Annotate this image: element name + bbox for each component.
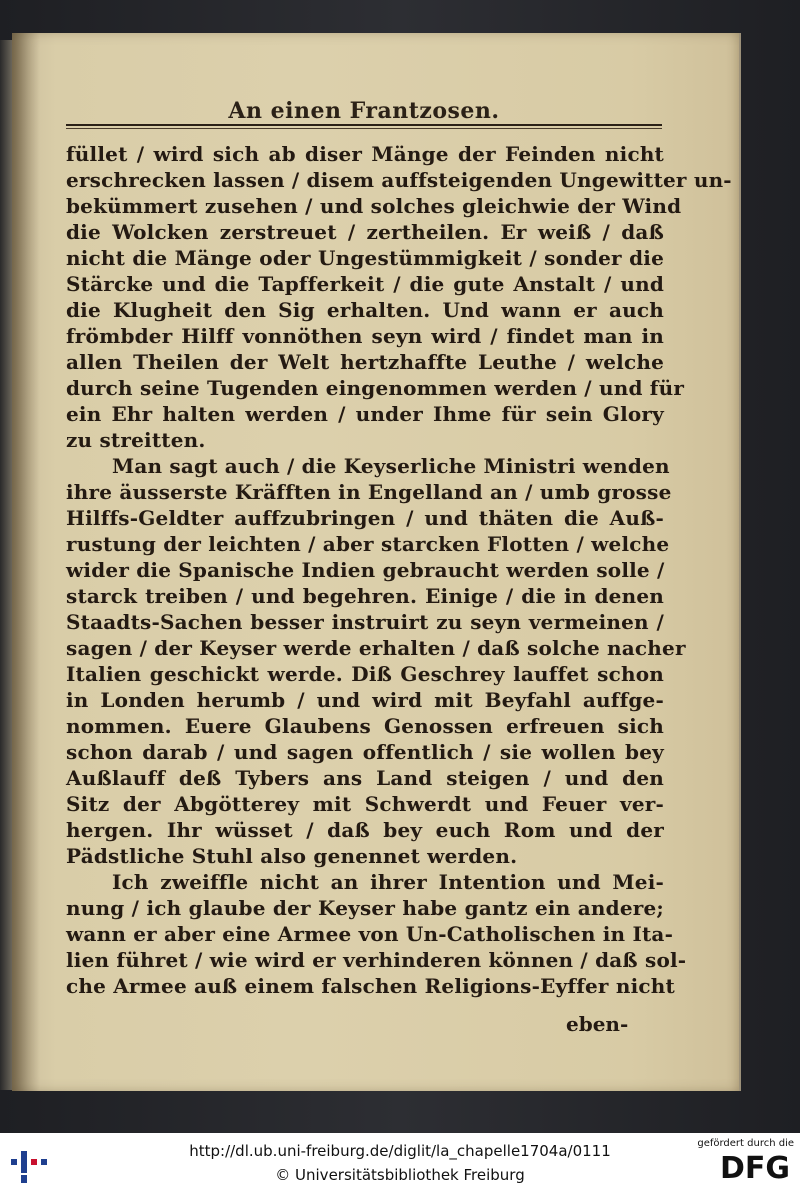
catchword: eben-: [566, 1012, 629, 1036]
text-line: starck treiben / und begehren. Einige / die in denen: [66, 584, 664, 608]
footer-bar: [0, 1133, 800, 1191]
text-line: ein Ehr halten werden / under Ihme für sein Glory: [66, 402, 664, 426]
text-line: Staadts-Sachen besser instruirt zu seyn vermeinen /: [66, 610, 664, 634]
copyright-notice: © Universitätsbibliothek Freiburg: [275, 1166, 525, 1184]
text-line: nommen. Euere Glaubens Genossen erfreuen sich: [66, 714, 664, 738]
book-edge: [0, 40, 12, 1090]
text-line: wann er aber eine Armee von Un-Catholischen in Ita-: [66, 922, 674, 946]
text-line: che Armee auß einem falschen Religions-Eyffer nicht: [66, 974, 675, 998]
text-line: rustung der leichten / aber starcken Flotten / welche: [66, 532, 670, 556]
text-line: ihre äusserste Kräfften in Engelland an / umb grosse: [66, 480, 672, 504]
text-line: schon darab / und sagen offentlich / sie wollen bey: [66, 740, 664, 764]
text-line: Stärcke und die Tapfferkeit / die gute Anstalt / und: [66, 272, 664, 296]
text-line: die Klugheit den Sig erhalten. Und wann er auch: [66, 298, 664, 322]
text-line: allen Theilen der Welt hertzhaffte Leuthe / welche: [66, 350, 664, 374]
text-line: lien führet / wie wird er verhinderen können / daß sol-: [66, 948, 687, 972]
text-line: erschrecken lassen / disem auffsteigenden Ungewitter un-: [66, 168, 732, 192]
text-line: Hilffs-Geldter auffzubringen / und thäten die Auß-: [66, 506, 664, 530]
text-block: [66, 141, 732, 999]
text-line: die Wolcken zerstreuet / zertheilen. Er weiß / daß: [66, 220, 664, 244]
text-line: Außlauff deß Tybers ans Land steigen / und den: [66, 766, 664, 790]
text-line: hergen. Ihr wüsset / daß bey euch Rom und der: [66, 818, 664, 842]
text-line: nicht die Mänge oder Ungestümmigkeit / sonder die: [66, 246, 664, 270]
text-line: bekümmert zusehen / und solches gleichwie der Wind: [66, 194, 682, 218]
running-head: An einen Frantzosen.: [228, 98, 500, 124]
spine-shadow: [12, 33, 40, 1091]
text-line: nung / ich glaube der Keyser habe gantz ein andere;: [66, 896, 664, 920]
head-rule: [66, 124, 662, 126]
funding-caption: gefördert durch die: [697, 1138, 794, 1149]
text-line: Sitz der Abgötterey mit Schwerdt und Feuer ver-: [66, 792, 664, 816]
text-line: frömbder Hilff vonnöthen seyn wird / findet man in: [66, 324, 664, 348]
text-line: Pädstliche Stuhl also genennet werden.: [66, 844, 518, 868]
permalink-url[interactable]: http://dl.ub.uni-freiburg.de/diglit/la_chapelle1704a/0111: [189, 1142, 611, 1160]
text-line: Italien geschickt werde. Diß Geschrey lauffet schon: [66, 662, 664, 686]
head-rule-thin: [66, 128, 662, 129]
dfg-logo: DFG: [719, 1151, 790, 1186]
text-line: zu streitten.: [66, 428, 206, 452]
text-line: in Londen herumb / und wird mit Beyfahl auffge-: [66, 688, 664, 712]
ub-freiburg-logo-icon: [6, 1139, 54, 1185]
text-line: wider die Spanische Indien gebraucht werden solle /: [66, 558, 665, 582]
paragraph-start-line: Man sagt auch / die Keyserliche Ministri wenden: [112, 454, 670, 478]
text-line: durch seine Tugenden eingenommen werden / und für: [66, 376, 685, 400]
paragraph-start-line: Ich zweiffle nicht an ihrer Intention und Mei-: [112, 870, 664, 894]
text-line: sagen / der Keyser werde erhalten / daß solche nacher: [66, 636, 686, 660]
text-line: füllet / wird sich ab diser Mänge der Feinden nicht: [66, 142, 664, 166]
